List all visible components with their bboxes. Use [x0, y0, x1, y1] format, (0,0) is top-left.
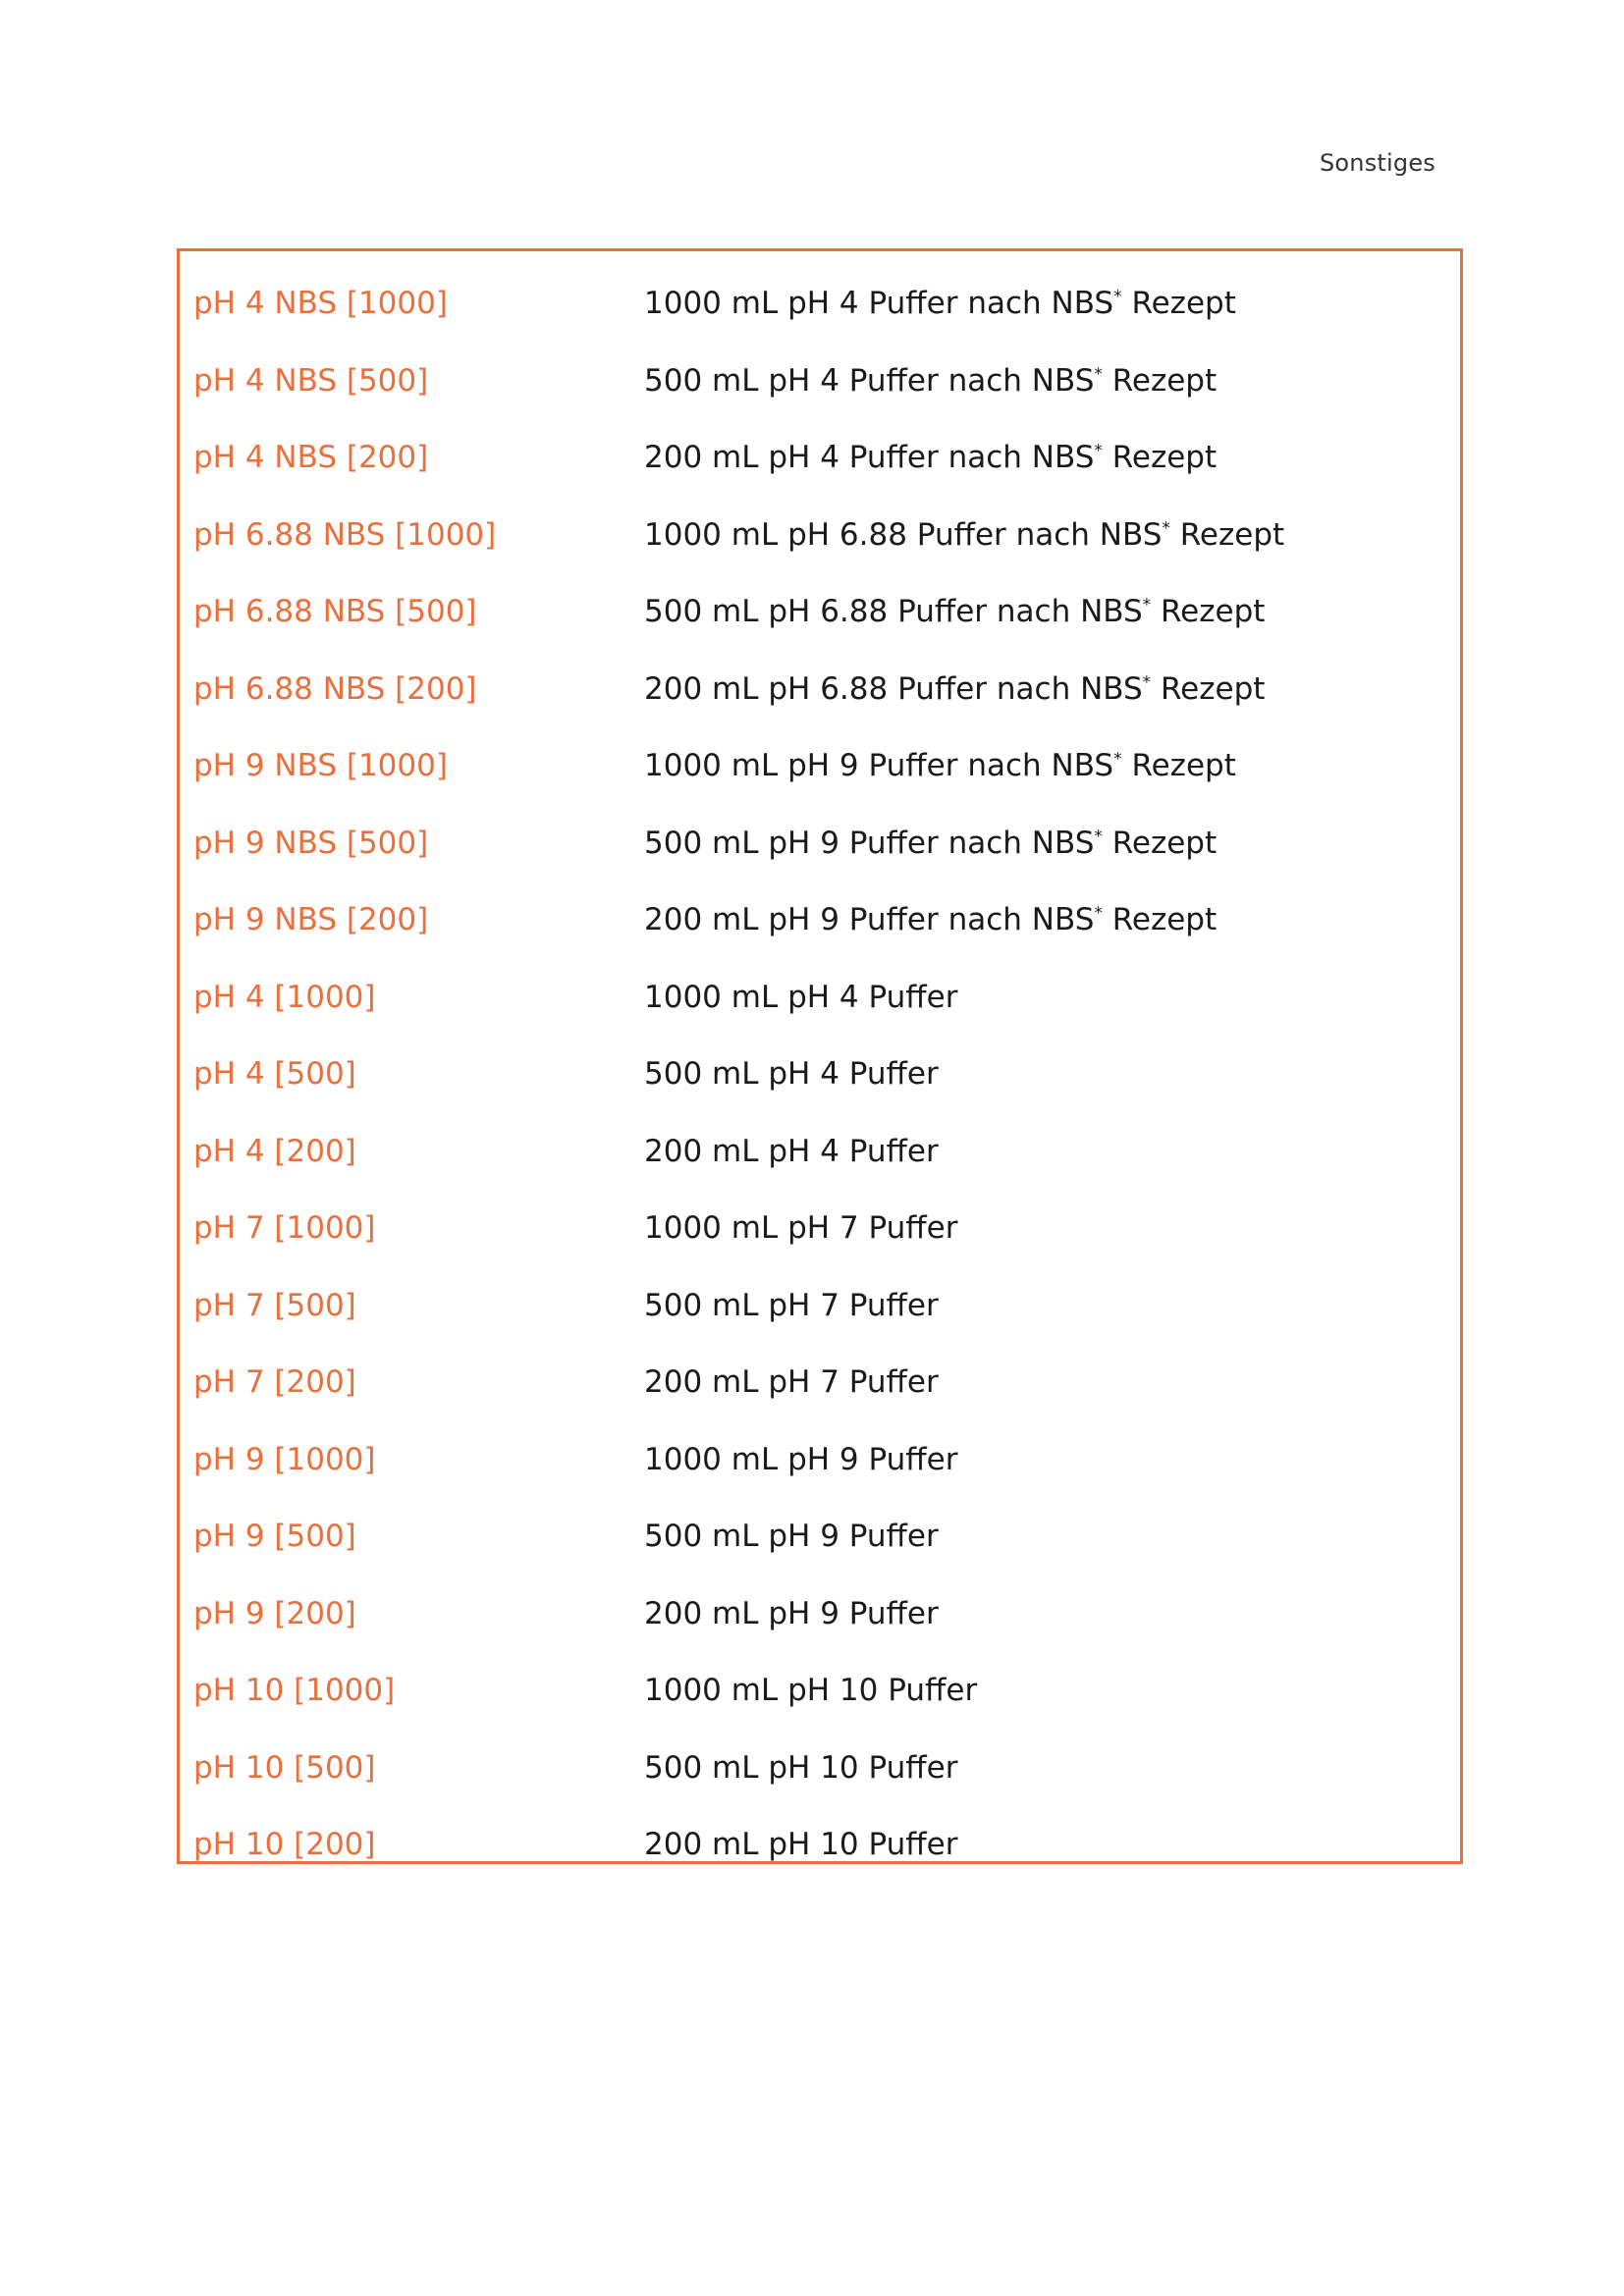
product-description: [644, 1364, 1460, 1400]
description-suffix: Rezept: [1102, 902, 1218, 938]
product-code: pH 10 [200]: [193, 1827, 376, 1863]
table-rows: [180, 265, 1460, 1884]
product-code: pH 7 [200]: [193, 1364, 356, 1401]
table-row: [180, 419, 1460, 497]
description-text: 200 mL pH 6.88 Puffer nach NBS: [644, 670, 1143, 707]
description-suffix: Rezept: [1102, 440, 1218, 476]
product-code: pH 4 NBS [500]: [193, 362, 429, 399]
product-code: pH 7 [1000]: [193, 1210, 376, 1247]
table-row: [180, 343, 1460, 420]
description-suffix: Rezept: [1151, 594, 1266, 630]
table-row: [180, 1498, 1460, 1575]
table-row: [180, 265, 1460, 343]
description-text: 500 mL pH 4 Puffer nach NBS: [644, 362, 1095, 399]
product-code: pH 4 [200]: [193, 1133, 356, 1169]
description-text: 200 mL pH 7 Puffer: [644, 1364, 939, 1401]
description-text: 200 mL pH 9 Puffer nach NBS: [644, 902, 1095, 938]
description-suffix: Rezept: [1102, 362, 1218, 399]
product-description: [644, 671, 1460, 707]
product-description: [644, 748, 1460, 783]
product-code: pH 4 [1000]: [193, 979, 376, 1015]
product-description: [644, 1827, 1460, 1862]
description-suffix: Rezept: [1102, 825, 1218, 861]
description-text: 1000 mL pH 4 Puffer: [644, 979, 958, 1015]
product-code: pH 4 [500]: [193, 1056, 356, 1093]
description-text: 1000 mL pH 4 Puffer nach NBS: [644, 286, 1114, 322]
description-text: 500 mL pH 7 Puffer: [644, 1287, 939, 1323]
product-description: [644, 826, 1460, 861]
description-text: 500 mL pH 9 Puffer nach NBS: [644, 825, 1095, 861]
footnote-marker: *: [1113, 287, 1122, 307]
description-text: 200 mL pH 10 Puffer: [644, 1827, 958, 1863]
product-code: pH 6.88 NBS [1000]: [193, 516, 497, 553]
description-text: 1000 mL pH 6.88 Puffer nach NBS: [644, 516, 1163, 553]
description-text: 200 mL pH 4 Puffer: [644, 1133, 939, 1169]
product-code: pH 9 [200]: [193, 1595, 356, 1631]
table-row: [180, 805, 1460, 882]
description-suffix: Rezept: [1121, 286, 1236, 322]
product-code: pH 6.88 NBS [500]: [193, 594, 477, 630]
product-description: [644, 1442, 1460, 1477]
footnote-marker: *: [1142, 595, 1152, 615]
footnote-marker: *: [1113, 749, 1122, 770]
product-description: [644, 1750, 1460, 1786]
description-suffix: Rezept: [1169, 516, 1285, 553]
table-row: [180, 573, 1460, 651]
product-description: [644, 517, 1460, 553]
description-text: 1000 mL pH 9 Puffer: [644, 1441, 958, 1477]
table-row: [180, 1652, 1460, 1730]
product-code: pH 4 NBS [200]: [193, 440, 429, 476]
product-description: [644, 1056, 1460, 1092]
product-code: pH 10 [1000]: [193, 1673, 396, 1709]
product-code: pH 9 NBS [200]: [193, 902, 429, 938]
table-row: [180, 1113, 1460, 1191]
footnote-marker: *: [1094, 903, 1103, 924]
product-code: pH 9 [500]: [193, 1519, 356, 1555]
product-description: [644, 1210, 1460, 1246]
product-description: [644, 1288, 1460, 1323]
table-row: [180, 1267, 1460, 1345]
table-row: [180, 1344, 1460, 1421]
page-header-section: Sonstiges: [1319, 149, 1435, 177]
footnote-marker: *: [1162, 518, 1170, 539]
product-description: [644, 902, 1460, 937]
description-text: 500 mL pH 9 Puffer: [644, 1519, 939, 1555]
product-code: pH 7 [500]: [193, 1287, 356, 1323]
description-text: 200 mL pH 4 Puffer nach NBS: [644, 440, 1095, 476]
product-code: pH 6.88 NBS [200]: [193, 670, 477, 707]
description-text: 500 mL pH 6.88 Puffer nach NBS: [644, 594, 1143, 630]
product-description: [644, 1134, 1460, 1169]
product-description: [644, 594, 1460, 629]
table-row: [180, 1575, 1460, 1653]
description-text: 1000 mL pH 10 Puffer: [644, 1673, 978, 1709]
footnote-marker: *: [1094, 364, 1103, 385]
table-row: [180, 497, 1460, 574]
description-text: 1000 mL pH 7 Puffer: [644, 1210, 958, 1247]
product-description: [644, 440, 1460, 475]
table-row: [180, 1730, 1460, 1807]
product-description: [644, 286, 1460, 321]
product-code: pH 10 [500]: [193, 1749, 376, 1786]
product-description: [644, 1673, 1460, 1708]
table-row: [180, 727, 1460, 805]
footnote-marker: *: [1094, 827, 1103, 847]
product-code: pH 9 NBS [1000]: [193, 748, 448, 784]
table-row: [180, 959, 1460, 1037]
description-text: 500 mL pH 10 Puffer: [644, 1749, 958, 1786]
description-suffix: Rezept: [1151, 670, 1266, 707]
product-description: [644, 980, 1460, 1015]
table-row: [180, 881, 1460, 959]
product-description: [644, 363, 1460, 399]
product-code: pH 9 [1000]: [193, 1441, 376, 1477]
description-text: 1000 mL pH 9 Puffer nach NBS: [644, 748, 1114, 784]
footnote-marker: *: [1142, 672, 1152, 693]
product-description: [644, 1519, 1460, 1554]
description-text: 500 mL pH 4 Puffer: [644, 1056, 939, 1093]
table-row: [180, 1421, 1460, 1499]
description-text: 200 mL pH 9 Puffer: [644, 1595, 939, 1631]
table-row: [180, 1036, 1460, 1113]
table-row: [180, 1806, 1460, 1884]
table-row: [180, 1190, 1460, 1267]
footnote-marker: *: [1094, 441, 1103, 461]
product-code: pH 4 NBS [1000]: [193, 286, 448, 322]
product-table: [177, 248, 1463, 1864]
product-code: pH 9 NBS [500]: [193, 825, 429, 861]
table-row: [180, 651, 1460, 728]
product-description: [644, 1596, 1460, 1631]
description-suffix: Rezept: [1121, 748, 1236, 784]
